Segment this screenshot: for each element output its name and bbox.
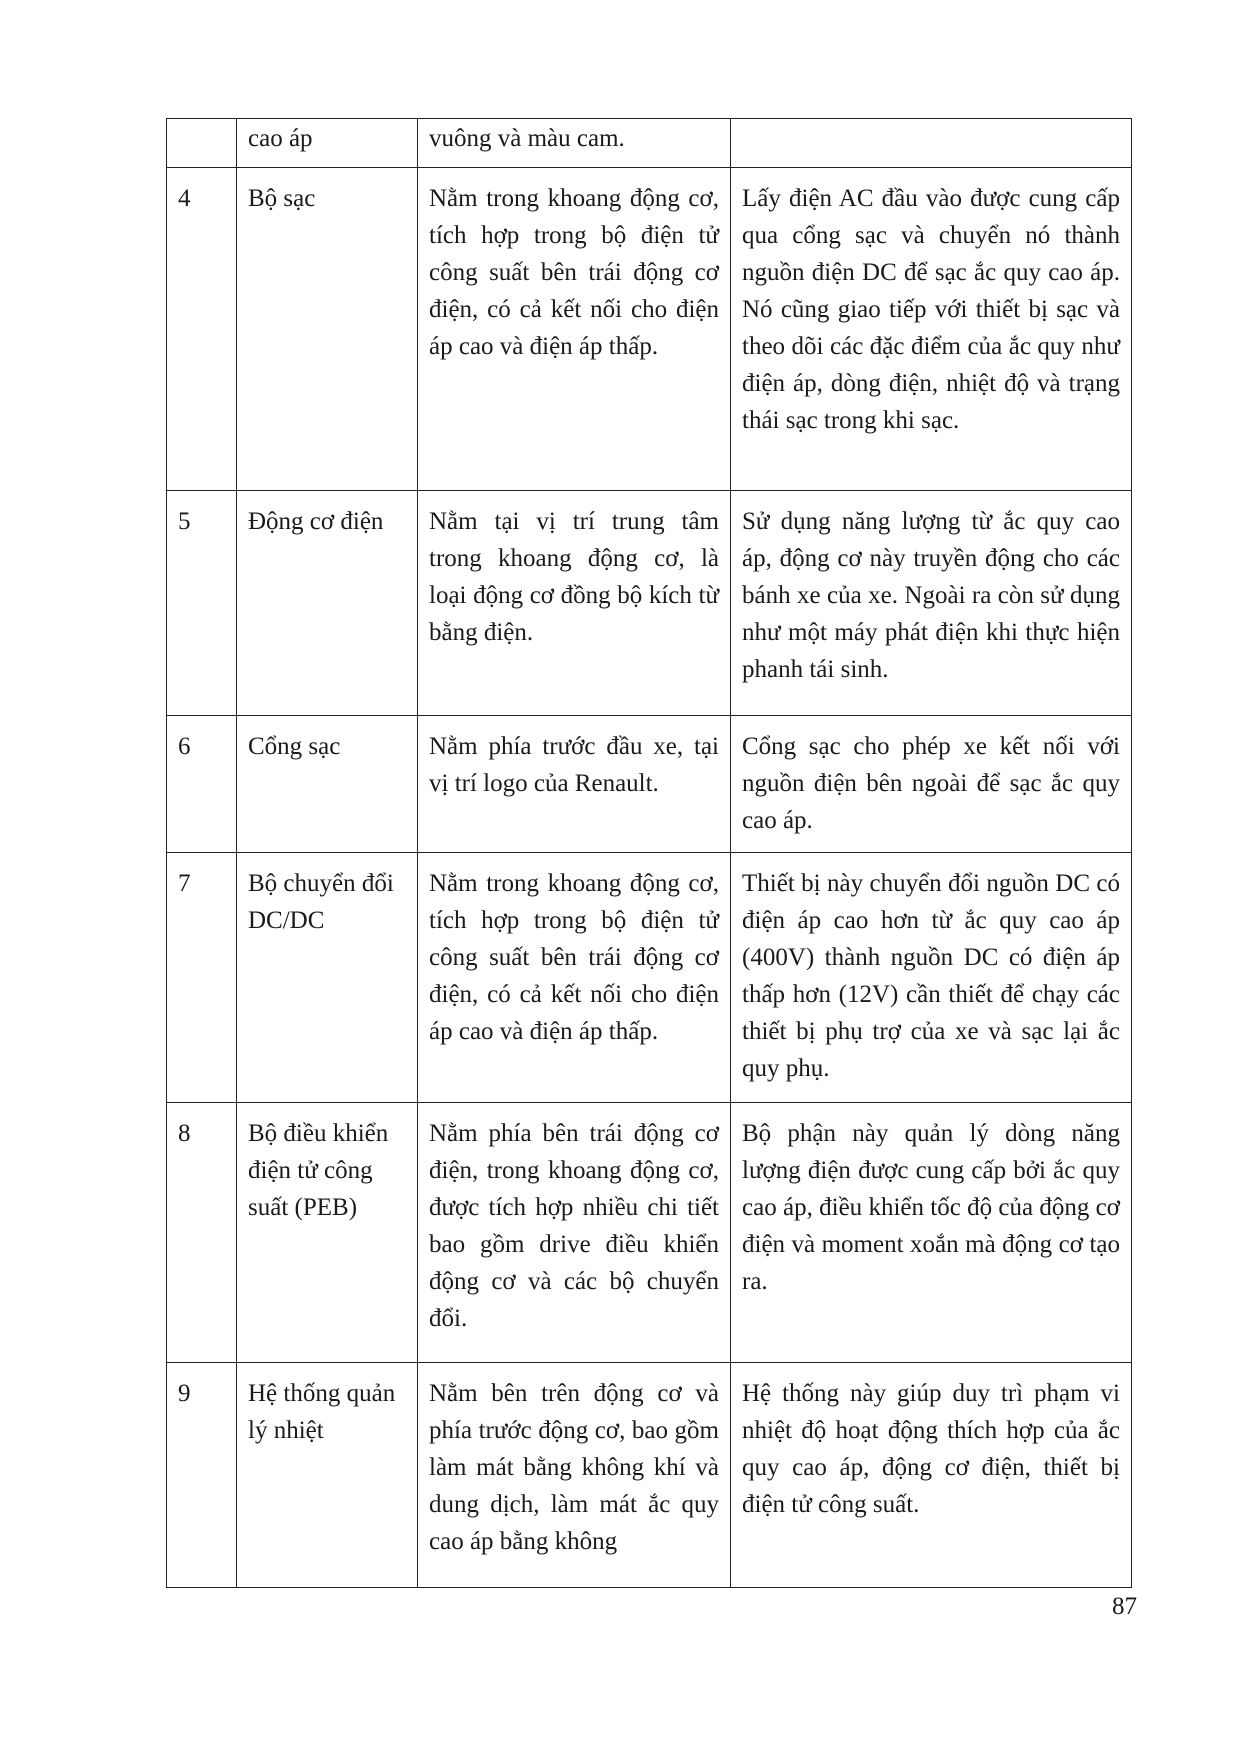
cell-function: Cổng sạc cho phép xe kết nối với nguồn điện bên ngoài để sạc ắc quy cao áp. bbox=[731, 716, 1132, 853]
cell-function: Thiết bị này chuyển đổi nguồn DC có điện áp cao hơn từ ắc quy cao áp (400V) thành nguồn DC có điện áp thấp hơn (12V) cần thiết để chạy các thiết bị phụ trợ của xe và sạc lại ắc quy phụ. bbox=[731, 853, 1132, 1103]
cell-location: vuông và màu cam. bbox=[418, 119, 731, 168]
cell-no bbox=[167, 119, 237, 168]
cell-no: 4 bbox=[167, 168, 237, 491]
cell-location: Nằm trong khoang động cơ, tích hợp trong bộ điện tử công suất bên trái động cơ điện, có cả kết nối cho điện áp cao và điện áp thấp. bbox=[418, 168, 731, 491]
page-number: 87 bbox=[1112, 1593, 1137, 1620]
cell-name: Hệ thống quản lý nhiệt bbox=[237, 1363, 418, 1588]
cell-name: Bộ chuyển đổi DC/DC bbox=[237, 853, 418, 1103]
cell-function: Hệ thống này giúp duy trì phạm vi nhiệt độ hoạt động thích hợp của ắc quy cao áp, động cơ điện, thiết bị điện tử công suất. bbox=[731, 1363, 1132, 1588]
cell-no: 9 bbox=[167, 1363, 237, 1588]
cell-no: 8 bbox=[167, 1103, 237, 1363]
cell-name: Bộ sạc bbox=[237, 168, 418, 491]
cell-location: Nằm tại vị trí trung tâm trong khoang động cơ, là loại động cơ đồng bộ kích từ bằng điện. bbox=[418, 491, 731, 716]
cell-function: Lấy điện AC đầu vào được cung cấp qua cổng sạc và chuyển nó thành nguồn điện DC để sạc ắc quy cao áp. Nó cũng giao tiếp với thiết bị sạc và theo dõi các đặc điểm của ắc quy như điện áp, dòng điện, nhiệt độ và trạng thái sạc trong khi sạc. bbox=[731, 168, 1132, 491]
table-row bbox=[167, 1103, 1132, 1363]
cell-function: Sử dụng năng lượng từ ắc quy cao áp, động cơ này truyền động cho các bánh xe của xe. Ngoài ra còn sử dụng như một máy phát điện khi thực hiện phanh tái sinh. bbox=[731, 491, 1132, 716]
table-row bbox=[167, 1363, 1132, 1588]
table-row bbox=[167, 168, 1132, 491]
table-row bbox=[167, 716, 1132, 853]
cell-name: cao áp bbox=[237, 119, 418, 168]
cell-location: Nằm phía trước đầu xe, tại vị trí logo của Renault. bbox=[418, 716, 731, 853]
table-row bbox=[167, 853, 1132, 1103]
table-row bbox=[167, 119, 1132, 168]
cell-name: Bộ điều khiển điện tử công suất (PEB) bbox=[237, 1103, 418, 1363]
component-table bbox=[166, 118, 1132, 1588]
cell-location: Nằm trong khoang động cơ, tích hợp trong bộ điện tử công suất bên trái động cơ điện, có cả kết nối cho điện áp cao và điện áp thấp. bbox=[418, 853, 731, 1103]
cell-name: Cổng sạc bbox=[237, 716, 418, 853]
table-row bbox=[167, 491, 1132, 716]
cell-name: Động cơ điện bbox=[237, 491, 418, 716]
cell-location: Nằm phía bên trái động cơ điện, trong khoang động cơ, được tích hợp nhiều chi tiết bao gồm drive điều khiển động cơ và các bộ chuyển đổi. bbox=[418, 1103, 731, 1363]
cell-no: 6 bbox=[167, 716, 237, 853]
cell-function: Bộ phận này quản lý dòng năng lượng điện được cung cấp bởi ắc quy cao áp, điều khiển tốc độ của động cơ điện và moment xoắn mà động cơ tạo ra. bbox=[731, 1103, 1132, 1363]
cell-no: 5 bbox=[167, 491, 237, 716]
cell-function bbox=[731, 119, 1132, 168]
cell-no: 7 bbox=[167, 853, 237, 1103]
cell-location: Nằm bên trên động cơ và phía trước động cơ, bao gồm làm mát bằng không khí và dung dịch, làm mát ắc quy cao áp bằng không bbox=[418, 1363, 731, 1588]
